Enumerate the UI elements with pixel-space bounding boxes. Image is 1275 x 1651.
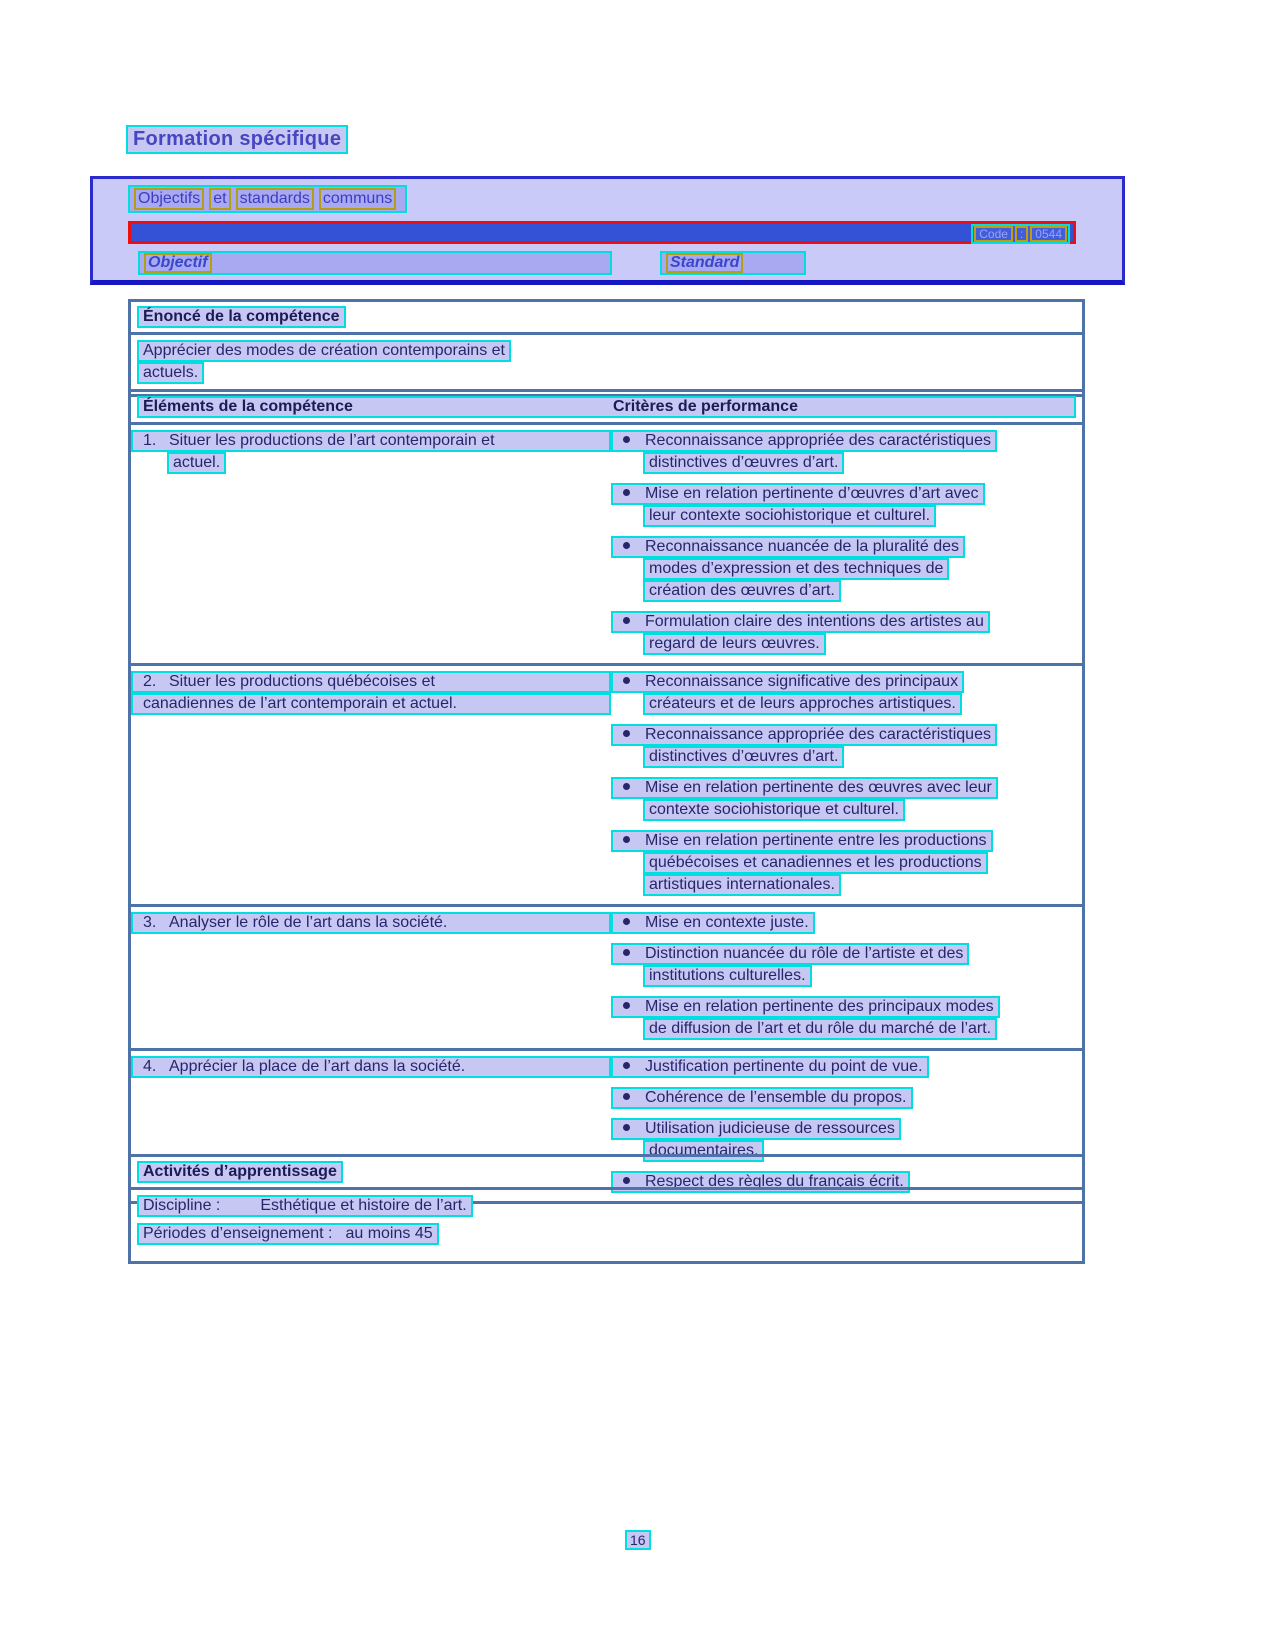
- page-title: Formation spécifique: [126, 125, 348, 154]
- code-bar: [128, 221, 1076, 244]
- line-text: Mise en relation pertinente d’œuvres d’art avec: [645, 485, 979, 502]
- text-line: [131, 430, 611, 452]
- text-line: [131, 1056, 611, 1078]
- text-line: [611, 996, 1000, 1018]
- competence-header-band: [137, 396, 1076, 418]
- enonce-body: [131, 335, 1082, 394]
- bullet-icon: [623, 1062, 630, 1069]
- line-text: distinctives d’œuvres d’art.: [649, 454, 839, 471]
- objectif-column-header: Objectif: [138, 251, 612, 275]
- bullet-icon: [623, 677, 630, 684]
- column-headers: [138, 251, 1122, 275]
- line-text: québécoises et canadiennes et les productions: [649, 854, 982, 871]
- line-text: Reconnaissance appropriée des caractéristiques: [645, 726, 991, 743]
- bullet-item: [611, 536, 1082, 602]
- line-text: Mise en relation pertinente des principaux modes: [645, 998, 994, 1015]
- line-text: leur contexte sociohistorique et culturel.: [649, 507, 931, 524]
- line-text: Reconnaissance appropriée des caractéristiques: [645, 432, 991, 449]
- item-number: 4.: [143, 1058, 157, 1075]
- text-line: [643, 799, 905, 821]
- panel-heading: [128, 185, 407, 213]
- text-line: [131, 671, 611, 693]
- bullet-item: [611, 724, 1082, 768]
- line-text: Distinction nuancée du rôle de l’artiste et des: [645, 945, 964, 962]
- text-line: [643, 505, 936, 527]
- bullet-item: [611, 611, 1082, 655]
- bullet-icon: [623, 783, 630, 790]
- competence-rows: [131, 425, 1082, 1201]
- item-number: 1.: [143, 432, 157, 449]
- line-text: regard de leurs œuvres.: [649, 635, 820, 652]
- bullet-item: [611, 777, 1082, 821]
- text-line: [643, 746, 844, 768]
- line-text: distinctives d’œuvres d’art.: [649, 748, 839, 765]
- line-text: Cohérence de l’ensemble du propos.: [645, 1089, 907, 1106]
- line-text: Mise en contexte juste.: [645, 914, 809, 931]
- line-text: Mise en relation pertinente entre les productions: [645, 832, 987, 849]
- text-line: [643, 558, 949, 580]
- bullet-item: [611, 671, 1082, 715]
- bullet-icon: [623, 1093, 630, 1100]
- line-text: Situer les productions québécoises et: [169, 673, 435, 690]
- line-text: documentaires.: [649, 1142, 759, 1159]
- bullet-item: [611, 943, 1082, 987]
- code-label: Code: [974, 226, 1013, 242]
- line-text: de diffusion de l’art et du rôle du marché de l’art.: [649, 1020, 992, 1037]
- heading-word: et: [209, 188, 230, 210]
- text-line: [643, 874, 841, 896]
- bullet-icon: [623, 1124, 630, 1131]
- item-number: 2.: [143, 673, 157, 690]
- bullet-icon: [623, 949, 630, 956]
- line-text: institutions culturelles.: [649, 967, 806, 984]
- competence-table: [128, 389, 1085, 1204]
- criteria-cell: [611, 671, 1082, 896]
- heading-word: communs: [319, 188, 396, 210]
- text-line: [611, 536, 965, 558]
- discipline-line: [137, 1195, 1076, 1217]
- activities-body: [131, 1190, 1082, 1261]
- enonce-header: Énoncé de la compétence: [137, 306, 346, 328]
- discipline-value: Esthétique et histoire de l’art.: [260, 1197, 467, 1214]
- text-line: Apprécier des modes de création contemporains et: [137, 340, 511, 362]
- line-text: création des œuvres d’art.: [649, 582, 835, 599]
- text-line: [643, 852, 988, 874]
- text-line: [611, 777, 998, 799]
- text-line: [611, 943, 969, 965]
- line-text: Justification pertinente du point de vue.: [645, 1058, 923, 1075]
- code-separator: :: [1015, 226, 1028, 242]
- text-line: [131, 912, 611, 934]
- activities-table: [128, 1154, 1085, 1264]
- text-line: [643, 452, 844, 474]
- text-line: [131, 693, 611, 715]
- enonce-header-row: [131, 302, 1082, 335]
- line-text: créateurs et de leurs approches artistiques.: [649, 695, 956, 712]
- activities-header-row: [131, 1157, 1082, 1190]
- text-line: [611, 1056, 929, 1078]
- text-line: [611, 830, 993, 852]
- text-line: [643, 633, 826, 655]
- text-line: [611, 671, 964, 693]
- criteres-header: Critères de performance: [613, 398, 798, 415]
- line-text: Situer les productions de l’art contemporain et: [169, 432, 495, 449]
- line-text: actuel.: [173, 454, 221, 471]
- periods-value: au moins 45: [345, 1225, 433, 1242]
- criteria-cell: [611, 430, 1082, 655]
- text-line: [611, 1118, 901, 1140]
- page-number: 16: [625, 1530, 651, 1550]
- bullet-item: [611, 996, 1082, 1040]
- table-row: [131, 425, 1082, 663]
- heading-word: standards: [236, 188, 314, 210]
- line-text: Utilisation judicieuse de ressources: [645, 1120, 895, 1137]
- element-cell: [131, 430, 611, 655]
- code-badge: [971, 224, 1070, 244]
- bullet-item: [611, 830, 1082, 896]
- bullet-item: [611, 1056, 1082, 1078]
- text-line: [643, 580, 841, 602]
- text-line: [137, 1195, 473, 1217]
- line-text: Formulation claire des intentions des artistes au: [645, 613, 984, 630]
- text-line: [611, 912, 815, 934]
- standard-column-header: Standard: [660, 251, 806, 275]
- periods-line: [137, 1223, 1076, 1245]
- element-cell: [131, 912, 611, 1040]
- code-value: 0544: [1030, 226, 1067, 242]
- text-line: [611, 430, 997, 452]
- bullet-item: [611, 912, 1082, 934]
- line-text: Respect des règles du français écrit.: [645, 1173, 904, 1190]
- line-text: artistiques internationales.: [649, 876, 835, 893]
- enonce-table: [128, 299, 1085, 397]
- text-line: [611, 724, 997, 746]
- text-line: actuels.: [137, 362, 204, 384]
- bullet-item: [611, 483, 1082, 527]
- bullet-icon: [623, 1002, 630, 1009]
- competence-header-row: [131, 392, 1082, 425]
- line-text: Mise en relation pertinente des œuvres avec leur: [645, 779, 992, 796]
- bullet-icon: [623, 489, 630, 496]
- bullet-icon: [623, 918, 630, 925]
- discipline-label: Discipline :: [143, 1197, 221, 1214]
- periods-label: Périodes d’enseignement :: [143, 1225, 333, 1242]
- text-line: [643, 1018, 997, 1040]
- text-line: [643, 965, 812, 987]
- bullet-icon: [623, 730, 630, 737]
- elements-header: Éléments de la compétence: [143, 398, 353, 415]
- line-text: Reconnaissance significative des principaux: [645, 673, 959, 690]
- line-text: Analyser le rôle de l’art dans la société.: [169, 914, 448, 931]
- criteria-cell: [611, 912, 1082, 1040]
- table-row: [131, 904, 1082, 1048]
- bullet-icon: [623, 436, 630, 443]
- text-line: [137, 1223, 439, 1245]
- bullet-icon: [623, 836, 630, 843]
- line-text: Apprécier la place de l’art dans la société.: [169, 1058, 466, 1075]
- item-number: 3.: [143, 914, 157, 931]
- text-line: [611, 1087, 913, 1109]
- bullet-icon: [623, 617, 630, 624]
- text-line: [167, 452, 226, 474]
- text-line: [643, 693, 962, 715]
- bullet-item: [611, 1087, 1082, 1109]
- line-text: modes d’expression et des techniques de: [649, 560, 944, 577]
- line-text: contexte sociohistorique et culturel.: [649, 801, 899, 818]
- bullet-item: [611, 430, 1082, 474]
- activities-header: Activités d’apprentissage: [137, 1161, 343, 1183]
- bullet-icon: [623, 542, 630, 549]
- text-line: [611, 483, 985, 505]
- element-cell: [131, 671, 611, 896]
- text-line: [611, 611, 990, 633]
- objectives-standards-panel: [90, 176, 1125, 285]
- table-row: [131, 663, 1082, 904]
- line-text: Reconnaissance nuancée de la pluralité des: [645, 538, 959, 555]
- line-text: canadiennes de l’art contemporain et actuel.: [143, 695, 457, 712]
- heading-word: Objectifs: [134, 188, 204, 210]
